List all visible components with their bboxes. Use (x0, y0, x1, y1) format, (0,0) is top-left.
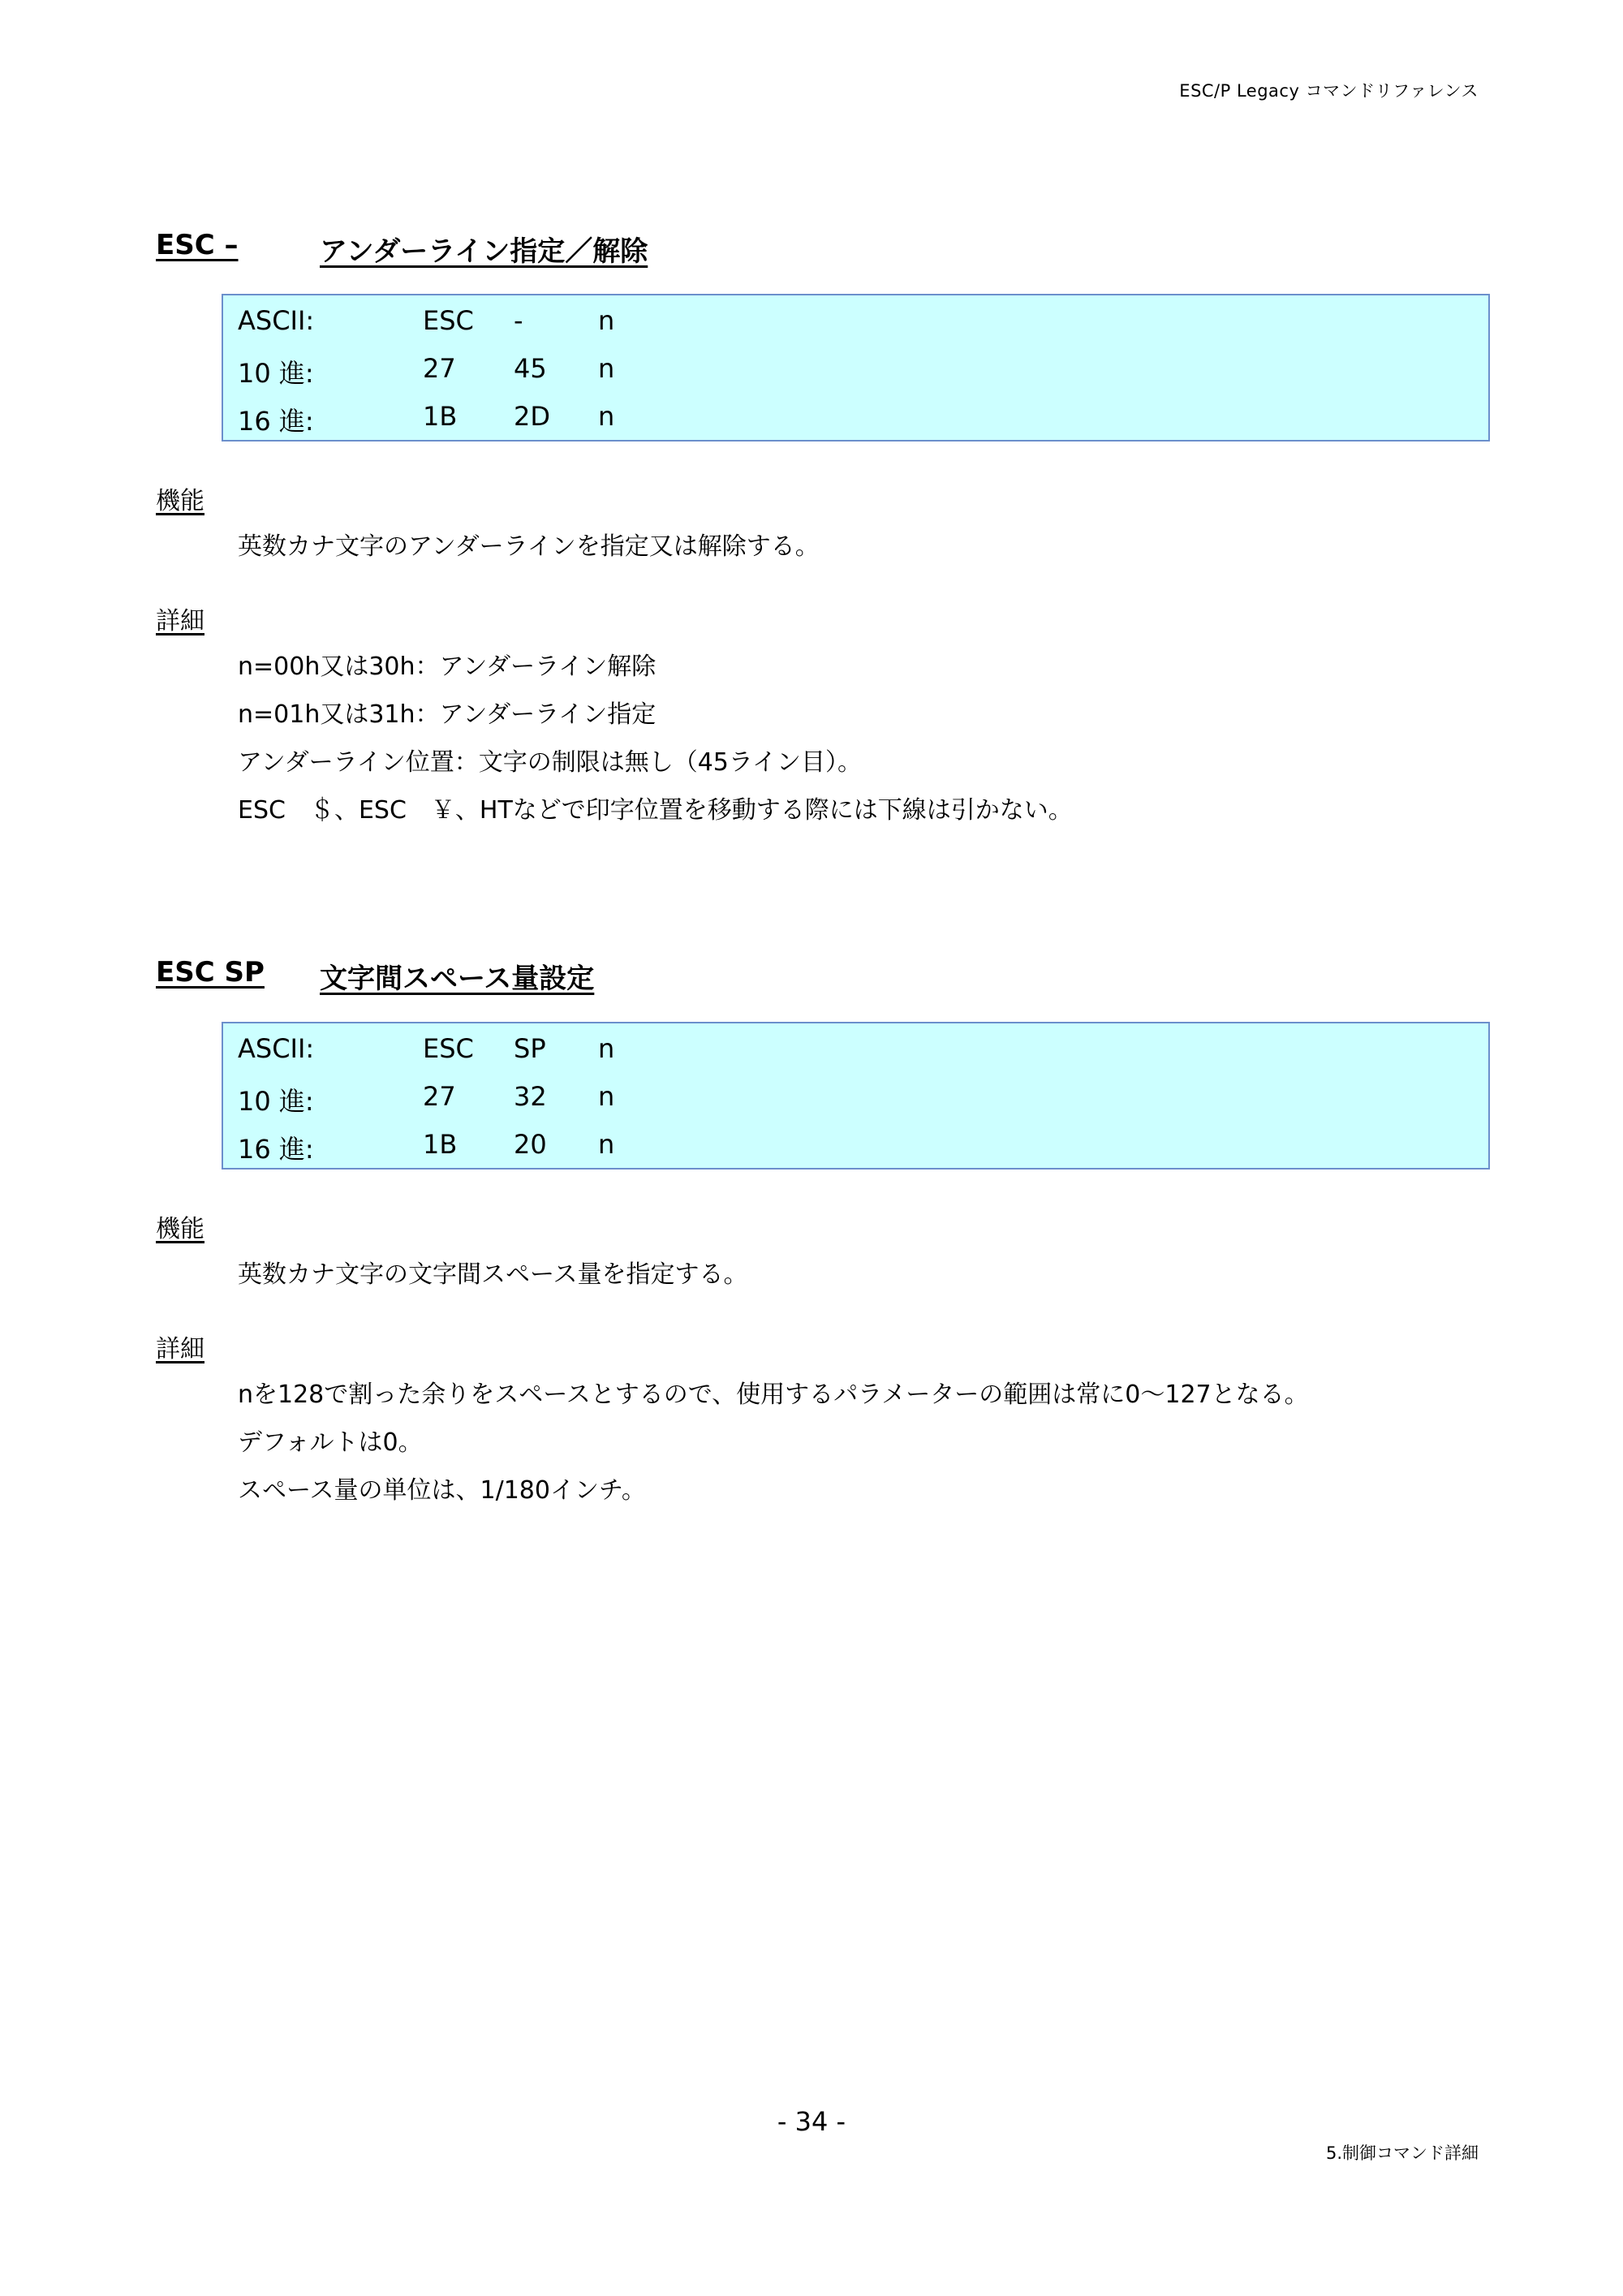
code-row-decimal (238, 353, 647, 389)
row-value-1: 27 (423, 1081, 456, 1112)
row-label: ASCII: (238, 305, 315, 336)
row-label: 16 進: (238, 406, 314, 437)
page-number: - 34 - (777, 2106, 846, 2137)
section-title (156, 956, 594, 996)
row-value-3: n (598, 1129, 615, 1160)
command-code: ESC SP (156, 956, 265, 989)
row-value-1: 1B (423, 1129, 458, 1160)
details-line: デフォルトは0。 (238, 1428, 423, 1457)
details-line: アンダーライン位置：文字の制限は無し（45ライン目）。 (238, 748, 862, 777)
row-value-3: n (598, 1081, 615, 1112)
footer-chapter: 5.制御コマンド詳細 (1325, 2143, 1479, 2163)
command-name: 文字間スペース量設定 (320, 963, 595, 995)
section-esc-sp (156, 956, 1495, 996)
command-code: ESC – (156, 229, 239, 261)
row-value-2: 2D (514, 401, 550, 432)
row-value-1: ESC (423, 305, 474, 336)
details-line: nを128で割った余りをスペースとするので、使用するパラメーターの範囲は常に0～127となる。 (238, 1381, 1309, 1409)
command-name: アンダーライン指定／解除 (320, 235, 648, 268)
row-label: ASCII: (238, 1033, 315, 1064)
function-heading: 機能 (156, 1215, 204, 1243)
row-value-3: n (598, 401, 615, 432)
details-heading: 詳細 (156, 607, 204, 635)
row-value-2: - (514, 305, 523, 336)
code-row-ascii (238, 305, 647, 338)
row-value-3: n (598, 353, 615, 384)
code-row-ascii (238, 1033, 647, 1066)
section-title (156, 229, 648, 269)
row-value-3: n (598, 1033, 615, 1064)
row-label: 10 進: (238, 358, 314, 389)
function-heading: 機能 (156, 487, 204, 515)
row-value-3: n (598, 305, 615, 336)
row-value-2: 45 (514, 353, 547, 384)
function-text: 英数カナ文字の文字間スペース量を指定する。 (238, 1260, 748, 1289)
row-label: 10 進: (238, 1086, 314, 1117)
header-reference: ESC/P Legacy コマンドリファレンス (1179, 81, 1479, 101)
code-row-hex (238, 1129, 647, 1165)
code-row-hex (238, 401, 647, 437)
row-value-1: 1B (423, 401, 458, 432)
command-code-box (222, 294, 1490, 442)
row-value-2: 20 (514, 1129, 547, 1160)
details-line: ESC ＄、ESC ￥、HTなどで印字位置を移動する際には下線は引かない。 (238, 796, 1073, 825)
row-value-2: SP (514, 1033, 546, 1064)
command-code-box (222, 1022, 1490, 1170)
row-value-2: 32 (514, 1081, 547, 1112)
details-line: n=00h又は30h：アンダーライン解除 (238, 653, 657, 681)
function-text: 英数カナ文字のアンダーラインを指定又は解除する。 (238, 532, 820, 561)
section-esc-underline (156, 229, 1495, 269)
code-row-decimal (238, 1081, 647, 1117)
details-line: スペース量の単位は、1/180インチ。 (238, 1476, 646, 1505)
row-value-1: 27 (423, 353, 456, 384)
details-line: n=01h又は31h：アンダーライン指定 (238, 700, 657, 729)
row-value-1: ESC (423, 1033, 474, 1064)
row-label: 16 進: (238, 1134, 314, 1165)
details-heading: 詳細 (156, 1335, 204, 1363)
